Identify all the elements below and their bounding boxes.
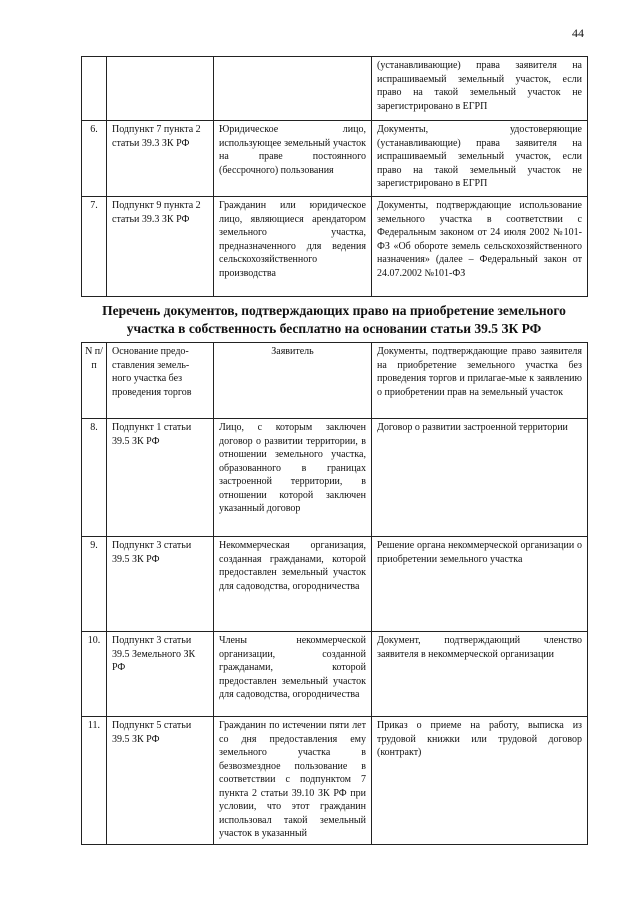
basis-cell: Подпункт 3 статьи 39.5 ЗК РФ bbox=[107, 537, 214, 632]
row-number: 9. bbox=[82, 537, 107, 632]
header-documents: Документы, подтверждающие право заявителя на приобретение земельного участка без проведения торгов и прилагае-мые к заявлению о приобретении прав на земельный участок bbox=[372, 343, 588, 419]
table-row bbox=[82, 121, 588, 197]
basis-cell: Подпункт 9 пункта 2 статьи 39.3 ЗК РФ bbox=[107, 197, 214, 297]
table-row bbox=[82, 632, 588, 717]
applicant-cell: Лицо, с которым заключен договор о развитии территории, в отношении земельного участка, образованного в границах застроенной территории, в отношении которой заключен указанный договор bbox=[214, 419, 372, 537]
row-number: 10. bbox=[82, 632, 107, 717]
documents-cell: Документ, подтверждающий членство заявителя в некоммерческой организации bbox=[372, 632, 588, 717]
header-number: N п/п bbox=[82, 343, 107, 419]
applicant-cell: Члены некоммерческой организации, созданной гражданами, которой предоставлен земельный участок для садоводства, огородничества bbox=[214, 632, 372, 717]
documents-cell: Документы, подтверждающие использование земельного участка в соответствии с Федеральным законом от 24 июля 2002 №101-ФЗ «Об обороте земель сельскохозяйственного назначения» (далее – Федеральный закон от 24.07.2002 №101-ФЗ bbox=[372, 197, 588, 297]
applicant-cell: Некоммерческая организация, созданная гражданами, которой предоставлен земельный участок для садоводства, огородничества bbox=[214, 537, 372, 632]
table-row bbox=[82, 419, 588, 537]
row-number: 6. bbox=[82, 121, 107, 197]
row-number: 11. bbox=[82, 717, 107, 845]
table-article-39-3-continued bbox=[81, 56, 588, 297]
basis-cell bbox=[107, 57, 214, 121]
documents-cell: Приказ о приеме на работу, выписка из трудовой книжки или трудовой договор (контракт) bbox=[372, 717, 588, 845]
basis-cell: Подпункт 5 статьи 39.5 ЗК РФ bbox=[107, 717, 214, 845]
table-row bbox=[82, 57, 588, 121]
applicant-cell: Юридическое лицо, использующее земельный участок на праве постоянного (бессрочного) пользования bbox=[214, 121, 372, 197]
row-number bbox=[82, 57, 107, 121]
applicant-cell: Гражданин или юридическое лицо, являющиеся арендатором земельного участка, предназначенного для ведения сельскохозяйственного производства bbox=[214, 197, 372, 297]
documents-cell: Документы, удостоверяющие (устанавливающие) права заявителя на испрашиваемый земельный участок, если право на такой земельный участок не зарегистрировано в ЕГРП bbox=[372, 121, 588, 197]
documents-cell: Договор о развитии застроенной территории bbox=[372, 419, 588, 537]
table-header-row bbox=[82, 343, 588, 419]
documents-cell: Решение органа некоммерческой организации о приобретении земельного участка bbox=[372, 537, 588, 632]
table-row bbox=[82, 197, 588, 297]
documents-cell: (устанавливающие) права заявителя на испрашиваемый земельный участок, если право на такой земельный участок не зарегистрировано в ЕГРП bbox=[372, 57, 588, 121]
applicant-cell bbox=[214, 57, 372, 121]
basis-cell: Подпункт 1 статьи 39.5 ЗК РФ bbox=[107, 419, 214, 537]
basis-cell: Подпункт 3 статьи 39.5 Земельного ЗК РФ bbox=[107, 632, 214, 717]
table-article-39-5 bbox=[81, 342, 588, 845]
table-row bbox=[82, 537, 588, 632]
header-basis: Основание предо-ставления земель-ного участка без проведения торгов bbox=[107, 343, 214, 419]
row-number: 7. bbox=[82, 197, 107, 297]
applicant-cell: Гражданин по истечении пяти лет со дня предоставления ему земельного участка в безвозмездное пользование в соответствии с подпунктом 7 пункта 2 статьи 39.10 ЗК РФ при условии, что этот гражданин использовал такой земельный участок в указанный bbox=[214, 717, 372, 845]
table-row bbox=[82, 717, 588, 845]
basis-cell: Подпункт 7 пункта 2 статьи 39.3 ЗК РФ bbox=[107, 121, 214, 197]
row-number: 8. bbox=[82, 419, 107, 537]
page-number: 44 bbox=[572, 26, 584, 40]
section-heading: Перечень документов, подтверждающих право на приобретение земельного участка в собственность бесплатно на основании статьи 39.5 ЗК РФ bbox=[102, 303, 566, 337]
header-applicant: Заявитель bbox=[214, 343, 372, 419]
